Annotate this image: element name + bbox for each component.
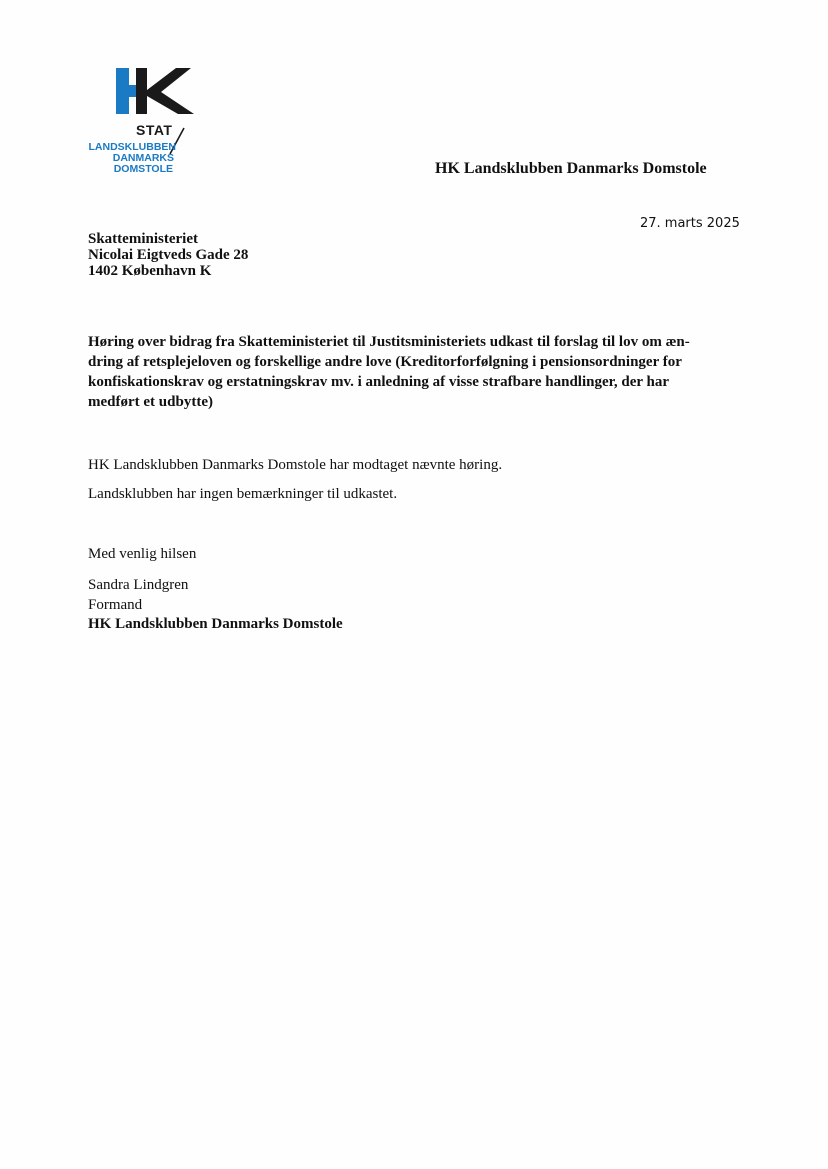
closing-greeting: Med venlig hilsen <box>88 546 197 562</box>
body-paragraph-received: HK Landsklubben Danmarks Domstole har modtaget nævnte høring. <box>88 457 503 473</box>
logo-line-landsklubben: LANDSKLUBBEN <box>88 141 176 153</box>
signatory-organization: HK Landsklubben Danmarks Domstole <box>88 616 343 632</box>
logo-line-danmarks: DANMARKS <box>112 152 174 164</box>
signatory-name: Sandra Lindgren <box>88 577 189 593</box>
subject-line: dring af retsplejeloven og forskellige andre love (Kreditorforfølgning i pensionsordninger for <box>88 354 682 370</box>
recipient-address <box>88 231 248 279</box>
logo-stat-text: STAT <box>136 122 173 138</box>
recipient-city: 1402 København K <box>88 263 212 279</box>
subject-line: konfiskationskrav og erstatningskrav mv. i anledning af visse strafbare handlinger, der har <box>88 374 670 390</box>
body-paragraph-no-remarks: Landsklubben har ingen bemærkninger til udkastet. <box>88 486 398 502</box>
letter-date: 27. marts 2025 <box>640 216 740 231</box>
hk-stat-logo <box>86 66 206 178</box>
recipient-name: Skatteministeriet <box>88 231 198 247</box>
subject-line: medført et udbytte) <box>88 394 213 410</box>
subject-line: Høring over bidrag fra Skatteministeriet til Justitsministeriets udkast til forslag til lov om æn- <box>88 334 690 350</box>
sender-organization: HK Landsklubben Danmarks Domstole <box>435 160 707 177</box>
signatory-title: Formand <box>88 597 143 613</box>
subject-heading <box>88 332 738 412</box>
logo-line-domstole: DOMSTOLE <box>113 163 173 175</box>
recipient-street: Nicolai Eigtveds Gade 28 <box>88 247 249 263</box>
